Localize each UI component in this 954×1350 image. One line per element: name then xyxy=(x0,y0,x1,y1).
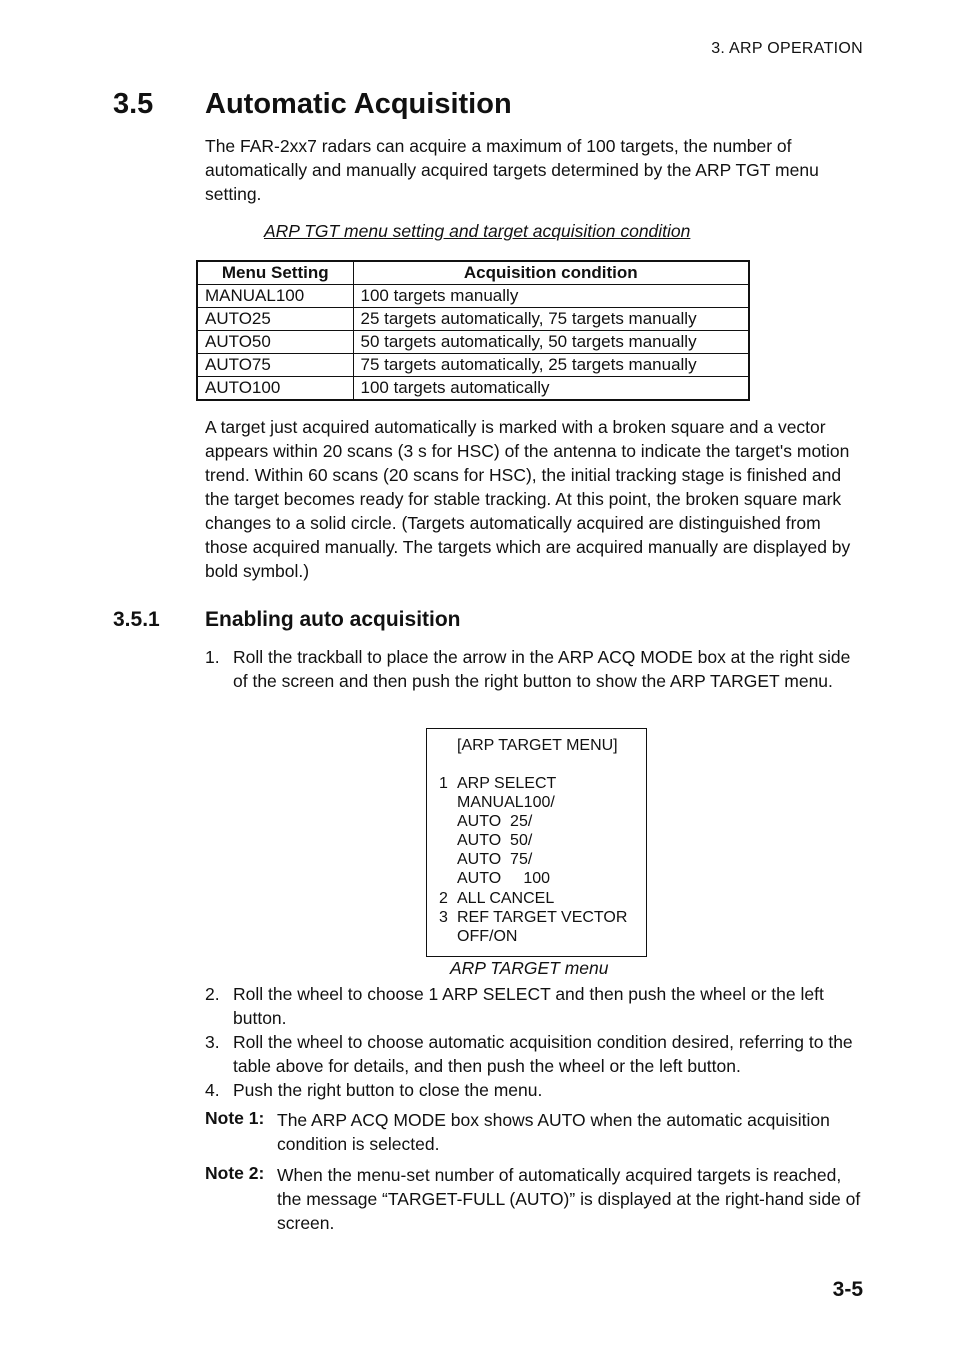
table-cell: AUTO75 xyxy=(197,354,353,377)
step-text: Roll the trackball to place the arrow in the ARP ACQ MODE box at the right side of the screen and then push the right button to show the ARP TARGET menu. xyxy=(233,647,851,691)
arp-target-menu-box xyxy=(426,728,647,957)
step-text: Roll the wheel to choose automatic acquisition condition desired, referring to the table above for details, and then push the wheel or the left button. xyxy=(233,1032,853,1076)
menu-item-label: AUTO 75/ xyxy=(457,851,533,868)
menu-item-number: 2 xyxy=(439,890,448,907)
table-cell: AUTO25 xyxy=(197,308,353,331)
step-number: 2. xyxy=(205,984,220,1004)
table-row xyxy=(197,285,749,308)
column-header: Acquisition condition xyxy=(353,261,749,285)
note-text: The ARP ACQ MODE box shows AUTO when the automatic acquisition condition is selected. xyxy=(277,1110,830,1154)
table-header-row xyxy=(197,261,749,285)
body-paragraph: A target just acquired automatically is marked with a broken square and a vector appears within 20 scans (3 s for HSC) of the antenna to indicate the target's motion trend. Within 60 scans (20 scans for HSC), the initial tracking stage is finished and the target becomes ready for stable tracking. At this point, the broken square mark changes to a solid circle. (Targets automatically acquired are distinguished from those acquired manually. The targets which are acquired manually are displayed by bold symbol.) xyxy=(205,417,851,581)
table-cell: 100 targets automatically xyxy=(353,377,749,401)
menu-item-label: ARP SELECT xyxy=(457,775,557,792)
table-row xyxy=(197,331,749,354)
menu-item-label: AUTO 50/ xyxy=(457,832,533,849)
menu-item-label: AUTO 25/ xyxy=(457,813,533,830)
menu-caption: ARP TARGET menu xyxy=(450,958,609,978)
subsection-title: Enabling auto acquisition xyxy=(205,608,461,631)
section-title: Automatic Acquisition xyxy=(205,88,512,120)
menu-item-number: 3 xyxy=(439,909,448,926)
menu-item-label: REF TARGET VECTOR xyxy=(457,909,628,926)
step-number: 4. xyxy=(205,1080,220,1100)
table-row xyxy=(197,308,749,331)
note-label: Note 1: xyxy=(205,1108,265,1128)
menu-item-label: AUTO 100 xyxy=(457,870,551,887)
table-cell: 25 targets automatically, 75 targets manually xyxy=(353,308,749,331)
step-number: 1. xyxy=(205,647,220,667)
table-cell: 75 targets automatically, 25 targets manually xyxy=(353,354,749,377)
menu-item-label: MANUAL100/ xyxy=(457,794,555,811)
step-text: Roll the wheel to choose 1 ARP SELECT and then push the wheel or the left button. xyxy=(233,984,824,1028)
section-number: 3.5 xyxy=(113,88,154,120)
table-row xyxy=(197,354,749,377)
table-cell: 100 targets manually xyxy=(353,285,749,308)
page-number: 3-5 xyxy=(832,1278,863,1301)
table-cell: AUTO50 xyxy=(197,331,353,354)
table-cell: 50 targets automatically, 50 targets manually xyxy=(353,331,749,354)
menu-item-label: OFF/ON xyxy=(457,928,518,945)
intro-paragraph: The FAR-2xx7 radars can acquire a maximum of 100 targets, the number of automatically and manually acquired targets determined by the ARP TGT menu setting. xyxy=(205,136,819,204)
menu-item-label: ALL CANCEL xyxy=(457,890,555,907)
subsection-number: 3.5.1 xyxy=(113,608,160,631)
column-header: Menu Setting xyxy=(197,261,353,285)
table-cell: MANUAL100 xyxy=(197,285,353,308)
table-cell: AUTO100 xyxy=(197,377,353,401)
running-head: 3. ARP OPERATION xyxy=(711,40,863,57)
table-row xyxy=(197,377,749,401)
step-text: Push the right button to close the menu. xyxy=(233,1080,543,1100)
note-label: Note 2: xyxy=(205,1163,265,1183)
table-caption: ARP TGT menu setting and target acquisition condition xyxy=(264,221,691,241)
menu-item-number: 1 xyxy=(439,775,448,792)
note-text: When the menu-set number of automatically acquired targets is reached, the message “TARGET-FULL (AUTO)” is displayed at the right-hand side of screen. xyxy=(277,1165,861,1233)
menu-title: [ARP TARGET MENU] xyxy=(457,737,618,754)
step-number: 3. xyxy=(205,1032,220,1052)
acquisition-table xyxy=(196,260,750,401)
